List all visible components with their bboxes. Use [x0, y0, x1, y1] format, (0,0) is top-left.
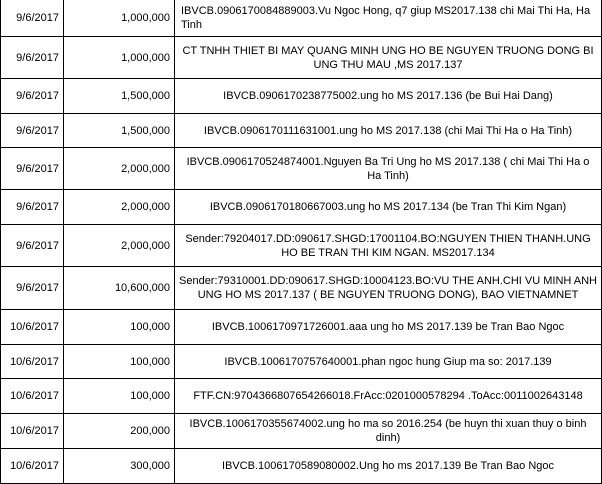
description-cell: CT TNHH THIET BI MAY QUANG MINH UNG HO BE NGUYEN TRUONG DONG BI UNG THU MAU ,MS 2017.137 — [175, 37, 602, 79]
table-row — [1, 225, 602, 267]
description-cell: IBVCB.0906170238775002.ung ho MS 2017.136 (be Bui Hai Dang) — [175, 79, 602, 114]
description-cell: IBVCB.1006170971726001.aaa ung ho MS 2017.139 be Tran Bao Ngoc — [175, 310, 602, 345]
date-cell: 10/6/2017 — [1, 379, 64, 414]
amount-cell: 1,500,000 — [64, 79, 175, 114]
amount-cell: 1,000,000 — [64, 37, 175, 79]
table-row — [1, 449, 602, 484]
description-cell: IBVCB.1006170757640001.phan ngoc hung Giup ma so: 2017.139 — [175, 345, 602, 379]
date-cell: 9/6/2017 — [1, 37, 64, 79]
description-cell: Sender:79310001.DD:090617.SHGD:10004123.BO:VU THE ANH.CHI VU MINH ANH UNG HO MS 2017.137 ( BE NGUYEN TRUONG DONG), BAO VIETNAMNET — [175, 267, 602, 310]
table-row — [1, 37, 602, 79]
date-cell: 9/6/2017 — [1, 79, 64, 114]
amount-cell: 10,600,000 — [64, 267, 175, 310]
table-row — [1, 345, 602, 379]
table-row — [1, 0, 602, 37]
table-row — [1, 379, 602, 414]
amount-cell: 100,000 — [64, 345, 175, 379]
table-row — [1, 114, 602, 148]
amount-cell: 1,500,000 — [64, 114, 175, 148]
description-cell: IBVCB.0906170180667003.ung ho MS 2017.134 (be Tran Thi Kim Ngan) — [175, 190, 602, 225]
date-cell: 9/6/2017 — [1, 267, 64, 310]
description-cell: IBVCB.1006170355674002.ung ho ma so 2016.254 (be huyn thi xuan thuy o binh dinh) — [175, 414, 602, 449]
date-cell: 9/6/2017 — [1, 114, 64, 148]
amount-cell: 2,000,000 — [64, 225, 175, 267]
amount-cell: 1,000,000 — [64, 0, 175, 37]
amount-cell: 300,000 — [64, 449, 175, 484]
date-cell: 10/6/2017 — [1, 345, 64, 379]
date-cell: 10/6/2017 — [1, 414, 64, 449]
description-cell: Sender:79204017.DD:090617.SHGD:17001104.BO:NGUYEN THIEN THANH.UNG HO BE TRAN THI KIM NGAN. MS2017.134 — [175, 225, 602, 267]
date-cell: 9/6/2017 — [1, 148, 64, 190]
description-cell: FTF.CN:9704366807654266018.FrAcc:0201000578294 .ToAcc:0011002643148 — [175, 379, 602, 414]
date-cell: 10/6/2017 — [1, 310, 64, 345]
table-row — [1, 148, 602, 190]
date-cell: 9/6/2017 — [1, 0, 64, 37]
amount-cell: 100,000 — [64, 379, 175, 414]
description-cell: IBVCB.0906170524874001.Nguyen Ba Tri Ung ho MS 2017.138 ( chi Mai Thi Ha o Ha Tinh) — [175, 148, 602, 190]
description-cell: IBVCB.0906170111631001.ung ho MS 2017.138 (chi Mai Thi Ha o Ha Tinh) — [175, 114, 602, 148]
amount-cell: 100,000 — [64, 310, 175, 345]
description-cell: IBVCB.0906170084889003.Vu Ngoc Hong, q7 giup MS2017.138 chi Mai Thi Ha, Ha Tinh — [175, 0, 602, 37]
amount-cell: 200,000 — [64, 414, 175, 449]
table-row — [1, 267, 602, 310]
date-cell: 9/6/2017 — [1, 190, 64, 225]
table-row — [1, 79, 602, 114]
date-cell: 9/6/2017 — [1, 225, 64, 267]
table-row — [1, 190, 602, 225]
date-cell: 10/6/2017 — [1, 449, 64, 484]
table-row — [1, 310, 602, 345]
amount-cell: 2,000,000 — [64, 148, 175, 190]
description-cell: IBVCB.1006170589080002.Ung ho ms 2017.139 Be Tran Bao Ngoc — [175, 449, 602, 484]
amount-cell: 2,000,000 — [64, 190, 175, 225]
table-row — [1, 414, 602, 449]
